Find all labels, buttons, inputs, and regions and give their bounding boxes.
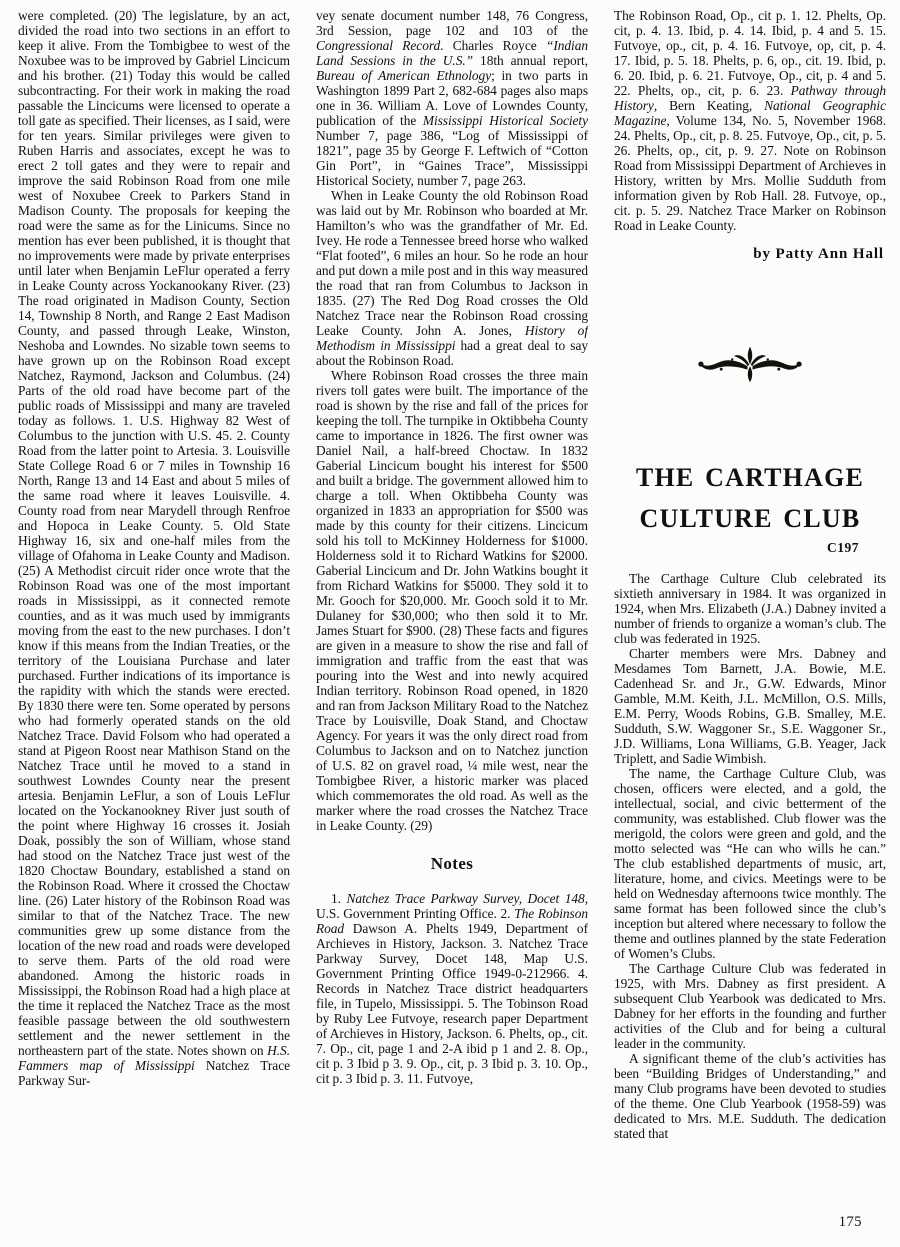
column-left: [18, 8, 290, 1247]
paragraph: When in Leake County the old Robinson Road was laid out by Mr. Robinson who boarded at Mr. Hamilton’s who was the grandfather of Mr. Ed. Ivey. He rode a Tennessee breed horse who walked “Flat footed”, 6 miles an hour. So he rode an hour and put down a mile post and in this way measured the road that ran from Columbus to Jackson in 1835. (27) The Red Dog Road crosses the Old Natchez Trace near the Robinson Road crossing Leake County. John A. Jones, History of Methodism in Mississippi had a great deal to say about the Robinson Road.: [316, 188, 588, 368]
article-title: THE CARTHAGE CULTURE CLUB: [635, 463, 865, 533]
byline: by Patty Ann Hall: [753, 246, 884, 262]
paragraph: The Carthage Culture Club celebrated its sixtieth anniversary in 1984. It was organized in 1924, when Mrs. Elizabeth (J.A.) Dabney invited a number of friends to organize a woman’s club. The club was federated in 1925.: [614, 571, 886, 646]
paragraph: Charter members were Mrs. Dabney and Mesdames Tom Barnett, J.A. Bowie, M.E. Cadenhead Sr. and Jr., G.W. Edwards, Minor Gamble, M.M. Keith, J.L. McMillon, O.S. Mills, E.M. Perry, Woods Robins, G.B. Smalley, M.E. Sudduth, S.W. Waggoner Sr., S.E. Waggoner Sr., J.D. Williams, Lona Williams, G.B. Yeager, Jack Triplett, and Sadie Wimbish.: [614, 646, 886, 766]
paragraph: A significant theme of the club’s activities has been “Building Bridges of Understanding,” and many Club programs have been devoted to studies of the theme. One Club Yearbook (1958-59) was dedicated to Mrs. M.E. Sudduth. The dedication stated that: [614, 1051, 886, 1141]
page-number: 175: [838, 1214, 862, 1230]
paragraph: The name, the Carthage Culture Club, was chosen, officers were elected, and a gold, the intellectual, social, and civic betterment of the community, was established. Club flower was the merigold, the colors were green and gold, and the motto selected was “He can who wills he can.” The club established departments of music, art, literature, home, and civics. Meetings were to be held on Wednesday afternoons twice monthly. The same format has been followed since the club’s inception but altered where necessary to follow the theme and outlines planned by the state Federation of Women’s Clubs.: [614, 766, 886, 961]
column-middle: [316, 8, 588, 1247]
paragraph-continuation: The Robinson Road, Op., cit p. 1. 12. Phelts, Op. cit, p. 4. 13. Ibid, p. 4. 14. Ibid, p. 4 and 5. 15. Futvoye, op., cit, p. 4. 16. Futvoye, op, cit, p. 4. 17. Ibid, p. 5. 18. Phelts, p. 6, op., cit. 19. Ibid, p. 6. 20. Ibid, p. 6. 21. Futvoye, Op., cit, p. 4 and 5. 22. Phelts, op., cit, p. 6. 23. Pathway through History, Bern Keating, National Geographic Magazine, Volume 134, No. 5, November 1968. 24. Phelts, Op., cit, p. 8. 25. Futvoye, Op., cit, p. 5. 26. Phelts, op., cit, p. 9. 27. Note on Robinson Road from Mississippi Department of Archieves in History, written by Mrs. Mollie Sudduth from information given by Rob Hall. 28. Futvoye, op., cit. p. 5. 29. Natchez Trace Marker on Robinson Road in Leake County.: [614, 8, 886, 233]
paragraph: 1. Natchez Trace Parkway Survey, Docet 148, U.S. Government Printing Office. 2. The Robinson Road Dawson A. Phelts 1949, Department of Archieves in History, Jackson. 3. Natchez Trace Parkway Survey, Docet 148, Map U.S. Government Printing Office 1949-0-212966. 4. Records in Natchez Trace district headquarters file, in Tupelo, Mississippi. 5. The Tobinson Road by Ruby Lee Futvoye, research paper Department of Archieves in History, Jackson. 6. Phelts, op., cit. 7. Op., cit, page 1 and 2-A ibid p 1 and 2. 8. Op., cit p. 3 Ibid p 3. 9. Op., cit, p. 3 Ibid p. 3. 10. Op., cit p. 3 Ibid p. 3. 11. Futvoye,: [316, 891, 588, 1086]
column-right: [614, 8, 886, 1247]
fleuron-divider-icon: [695, 345, 805, 384]
notes-heading: Notes: [430, 854, 474, 873]
paragraph-continuation: were completed. (20) The legislature, by an act, divided the road into two sections in an effort to keep it alive. From the Tombigbee to west of the Noxubee was to be improved by Gabriel Lincicum and his brother. (21) Today this would be called subcontracting. For their work in making the road passable the Lincicums were licensed to operate a toll gate as specified. Their licenses, as I said, were for ten years. Similar privileges were given to Ruben Harris and associates, except he was to erect 2 toll gates and they were to repair and improve the said Robinson Road from one mile west of Noxubee Creek to Parkers Stand in Madison County. The proposals for keeping the road were the same as for the Linicums. Since no mention has ever been published, it is thought that no improvements were made by private enterprises until later when Benjamin LeFlur operated a ferry in Leake County across Yockanookany River. (23) The road originated in Madison County, Section 14, Township 8 North, and Range 2 East Madison County, and passed through Leake, Winston, Neshoba and Lowndes. No sizable town seems to have grown up on the Robinson Road except Natchez, Raymond, Jackson and Columbus. (24) Parts of the old road have become part of the public roads of Mississippi and many are traveled today as follows. 1. U.S. Highway 82 West of Columbus to the junction with U.S. 45. 2. County Road from the latter point to Artesia. 3. Louisville State College Road 6 or 7 miles in Township 16 North, Range 13 and 14 East and about 5 miles of the same road where it leaves Louisville. 4. County road from near Marydell through Renfroe and Hopoca in Leake County. 5. Old State Highway 16, six and one-half miles from the village of Ofahoma in Leake County and Madison. (25) A Methodist circuit rider once wrote that the Robinson Road was one of the most important roads in Mississippi, as it connected remote counties, and as it was much used by immigrants moving from the east to the new purchases. I don’t know if this means from the Indian Treaties, or the territory of the Louisiana Purchase and later purchased. Further indications of its importance is the rapidity with which the stands were erected. By 1830 there were ten. Some operated by persons who had formerly operated stands on the old Natchez Trace. David Folsom who had operated a stand at Pigeon Roost near Mathison Stand on the Natchez Trace until he moved to a stand in southwest Lowndes County near the present artesia. Benjamin LeFlur, a son of Louis LeFlur located on the Yockanookney River just south of the point where Highway 16 crosses it. Josiah Doak, possibly the son of William, whose stand had stood on the Natchez Trace just west of the 1820 Choctaw Boundary, established a stand on the Robinson Road. Where it crossed the Choctaw line. (26) Later history of the Robinson Road was similar to that of the Natchez Trace. The new communities grew up some distance from the location of the new road and roads were developed to serve them. Parts of the old road were abandoned. Among the historic roads in Mississippi, the Robinson Road had a high place at the time it replaced the Natchez Trace as the most feasible passage between the old southwestern settlement and the newer settlement in the northeastern part of the state. Notes shown on H.S. Fammers map of Mississippi Natchez Trace Parkway Sur-: [18, 8, 290, 1088]
paragraph: The Carthage Culture Club was federated in 1925, with Mrs. Dabney as first president. A subsequent Club Yearbook was dedicated to Mrs. Dabney for her efforts in the founding and further activities of the Club and for being a cultural leader in the community.: [614, 961, 886, 1051]
section-divider: [614, 345, 886, 385]
article-code: C197: [827, 540, 859, 555]
paragraph-continuation: vey senate document number 148, 76 Congress, 3rd Session, page 102 and 103 of the Congressional Record. Charles Royce “Indian Land Sessions in the U.S.” 18th annual report, Bureau of American Ethnology; in two parts in Washington 1899 Part 2, 682-684 pages also maps one in 36. William A. Love of Lowndes County, publication of the Mississippi Historical Society Number 7, page 386, “Log of Mississippi of 1821”, page 35 by George F. Leftwich of “Cotton Gin Port”, in “Gaines Trace”, Mississippi Historical Society, number 7, page 263.: [316, 8, 588, 188]
paragraph: Where Robinson Road crosses the three main rivers toll gates were built. The importance of the road is shown by the rise and fall of the prices for keeping the toll. The turnpike in Oktibbeha County came to importance in 1826. The first owner was Daniel Nail, a half-breed Choctaw. In 1832 Gaberial Lincicum bought his interest for $500 and built a bridge. The government allowed him to charge a toll. When Oktibbeha County was organized in 1833 an appropriation for $500 was made by this county for their citizens. Lincicum sold his toll to McKinney Holderness for $1000. Holderness sold it to Richard Watkins for $2000. Gaberial Lincicum and Dr. John Watkins bought it from Richard Watkins for $5000. They sold it to Mr. Gooch for $20,000. Mr. Gooch sold it to Mr. Dulaney for $30,000; who then sold it to Mr. James Stuart for $900. (28) These facts and figures are given in a measure to show the rise and fall of immigration and traffic from the east that was pouring into the West and into newly acquired Indian territory. Robinson Road opened, in 1820 and ran from Jackson Military Road to the Natchez Trace by Louisville, Doak Stand, and Choctaw Agency. For years it was the only direct road from Columbus to Jackson and on to Natchez junction of U.S. 82 on gravel road, ¼ mile west, near the Tombigbee River, a historic marker was placed which commemorates the old road. As well as the marker where the road crosses the Natchez Trace in Leake County. (29): [316, 368, 588, 833]
